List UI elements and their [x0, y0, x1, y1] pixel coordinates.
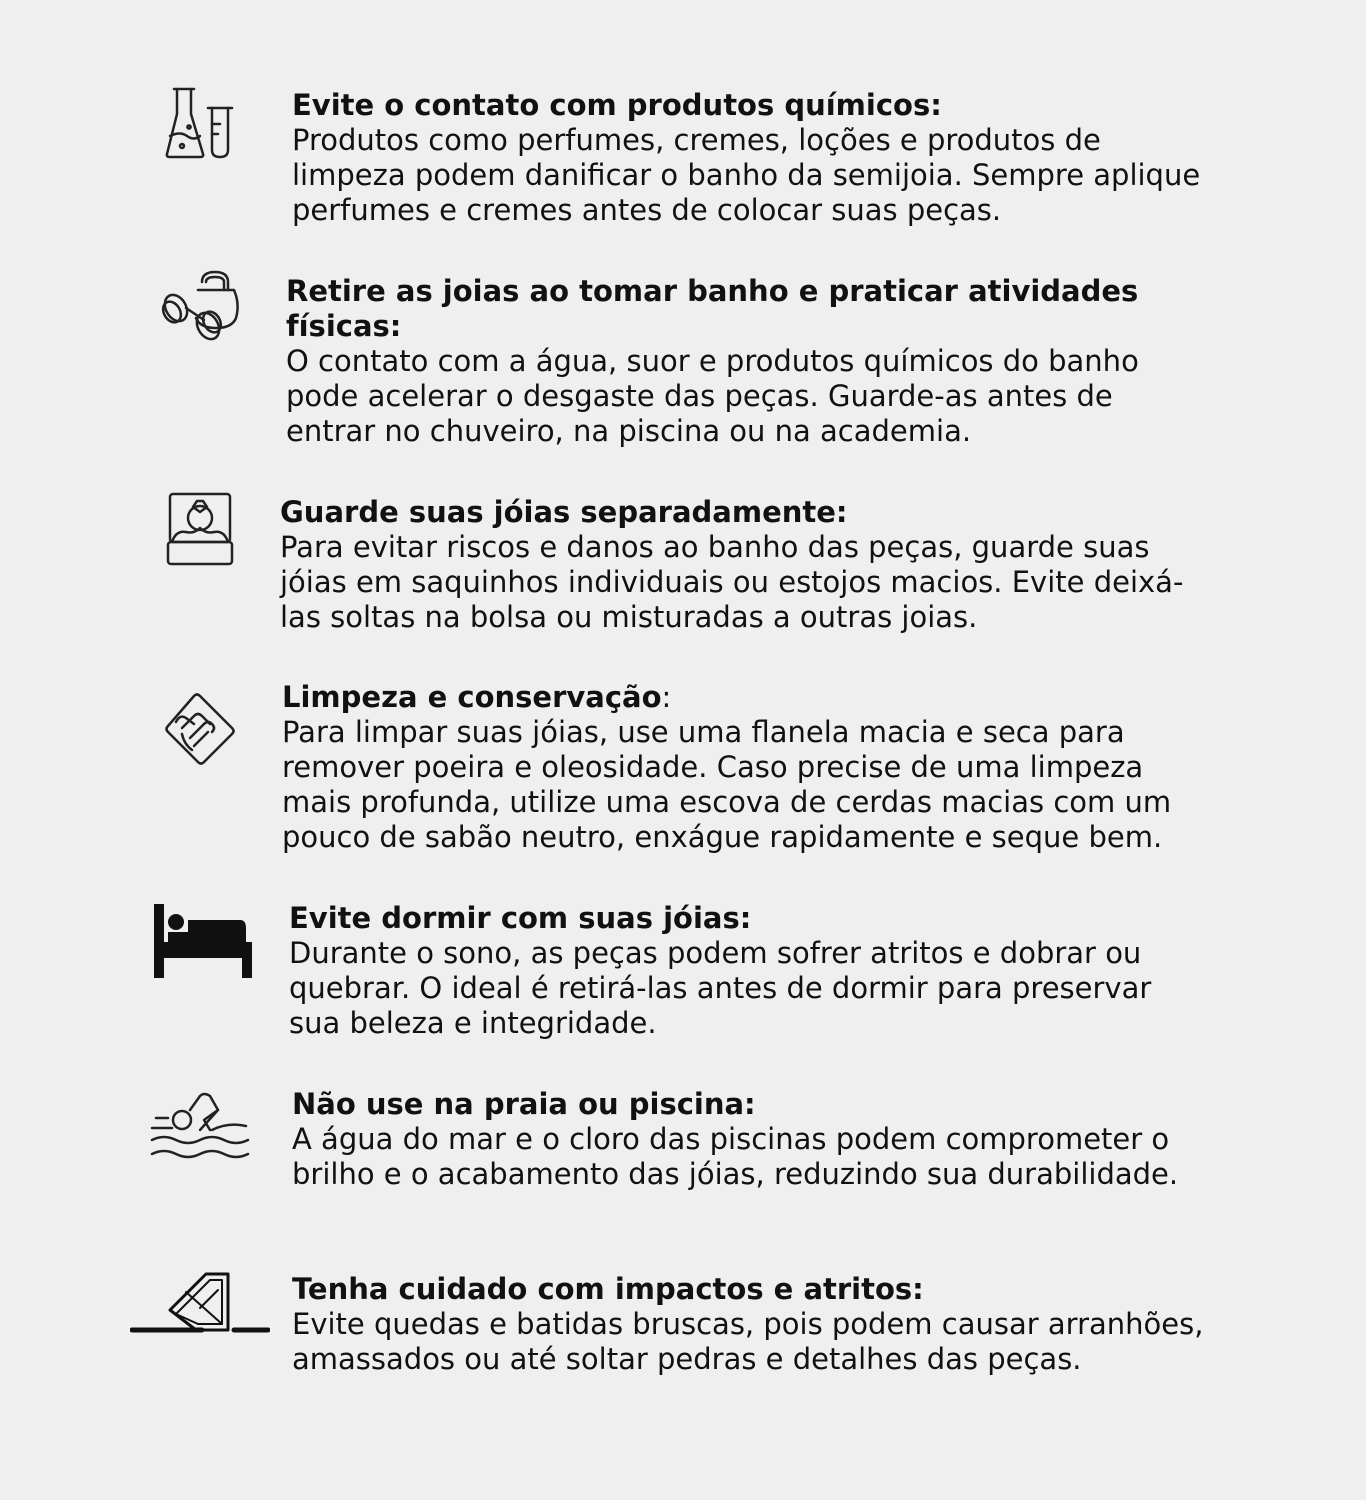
tip-body: A água do mar e o cloro das piscinas podem comprometer o brilho e o acabamento das jóias, reduzindo sua durabilidade. — [292, 1122, 1179, 1191]
ring-box-icon — [164, 490, 238, 570]
tip-body: Para evitar riscos e danos ao banho das peças, guarde suas jóias em saquinhos individuais ou estojos macios. Evite deixá-las soltas na bolsa ou misturadas a outras joias. — [280, 530, 1184, 634]
tip-body: O contato com a água, suor e produtos químicos do banho pode acelerar o desgaste das peças. Guarde-as antes de entrar no chuveiro, na piscina ou na academia. — [286, 344, 1139, 448]
tip-text — [289, 901, 1209, 1041]
tip-text — [286, 274, 1206, 449]
swimmer-icon — [148, 1090, 252, 1164]
tip-text — [292, 1087, 1212, 1192]
tip-title: Evite dormir com suas jóias: — [289, 901, 752, 935]
tip-title: Guarde suas jóias separadamente: — [280, 495, 848, 529]
tip-title — [282, 680, 1202, 715]
tip-body: Produtos como perfumes, cremes, loções e produtos de limpeza podem danificar o banho da semijoia. Sempre aplique perfumes e cremes antes de colocar suas peças. — [292, 123, 1201, 227]
tip-title: Tenha cuidado com impactos e atritos: — [292, 1272, 924, 1306]
tip-text — [292, 1272, 1212, 1377]
tip-text — [282, 680, 1202, 855]
fragile-glass-icon — [130, 1268, 270, 1338]
tip-title: Não use na praia ou piscina: — [292, 1087, 756, 1121]
tip-title-main: Limpeza e conservação — [282, 680, 662, 714]
tip-body: Evite quedas e batidas bruscas, pois podem causar arranhões, amassados ou até soltar pedras e detalhes das peças. — [292, 1307, 1204, 1376]
tip-title: Evite o contato com produtos químicos: — [292, 88, 942, 122]
hand-cloth-icon — [160, 690, 240, 770]
tip-body: Durante o sono, as peças podem sofrer atritos e dobrar ou quebrar. O ideal é retirá-las antes de dormir para preservar sua beleza e integridade. — [289, 936, 1152, 1040]
tip-title-colon: : — [661, 680, 672, 714]
tip-body: Para limpar suas jóias, use uma flanela macia e seca para remover poeira e oleosidade. Caso precise de uma limpeza mais profunda, utilize uma escova de cerdas macias com um pouco de sabão neutro, enxágue rapidamente e seque bem. — [282, 715, 1172, 854]
tip-text — [280, 495, 1200, 635]
dumbbell-kettlebell-icon — [156, 268, 246, 348]
lab-flask-icon — [160, 84, 240, 164]
tip-text — [292, 88, 1212, 228]
tip-title: Retire as joias ao tomar banho e praticar atividades físicas: — [286, 274, 1139, 343]
bed-icon — [152, 902, 254, 980]
